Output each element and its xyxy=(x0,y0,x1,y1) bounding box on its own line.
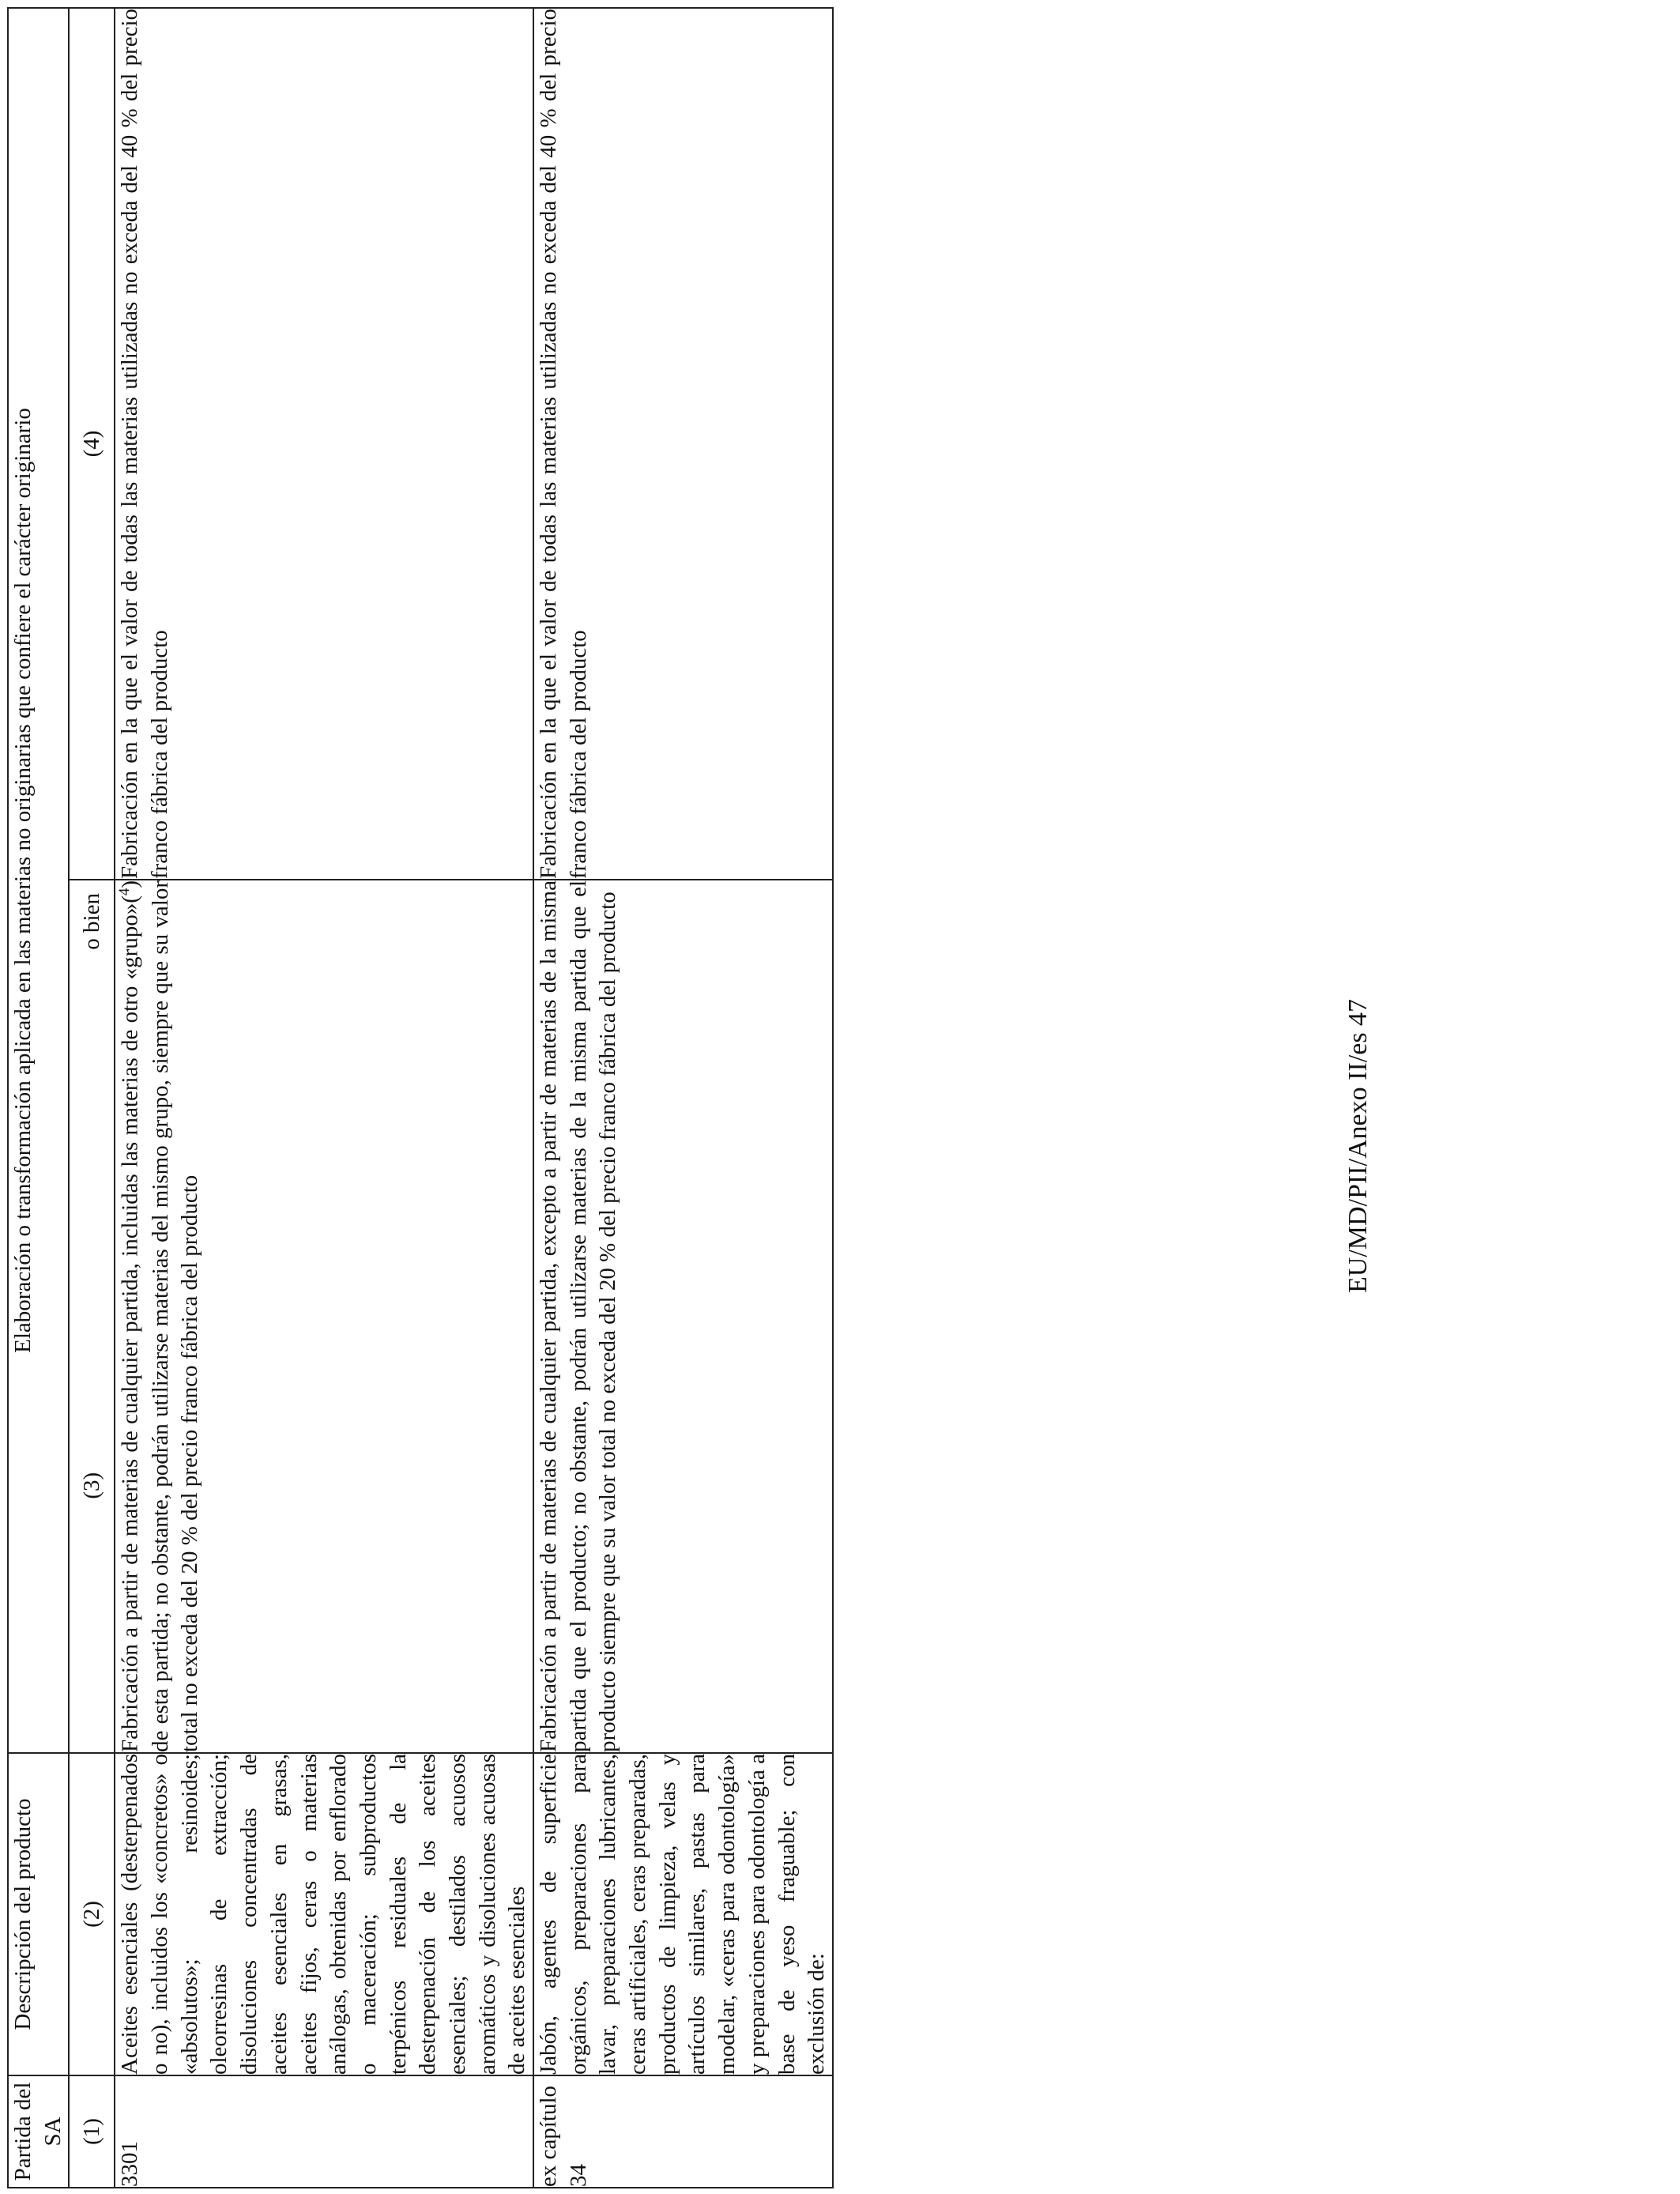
rule3-text-a: Fabricación a partir de materias de cualquier partida, incluidas las materias de otro «grupo»( xyxy=(118,895,144,1752)
product-description: Aceites esenciales (desterpenados o no), incluidos los «concretos» o «absolutos»; resinoides; oleorresinas de extracción; disoluciones concentradas de aceites esenciales en grasas, aceites fijos, ceras o materias análogas, obtenidas por enflorado o maceración; subproductos terpénicos residuales de la desterpenación de los aceites esenciales; destilados acuosos aromáticos y disoluciones acuosas de aceites esenciales xyxy=(115,1753,533,2075)
rules-table xyxy=(7,7,834,2188)
rule-column-3: Fabricación a partir de materias de cualquier partida, excepto a partir de materias de la misma partida que el producto; no obstante, podrán utilizarse materias de la misma partida que el producto siempre que su valor total no exceda del 20 % del precio franco fábrica del producto xyxy=(533,880,833,1753)
col-number-2: (2) xyxy=(69,1753,115,2075)
rule-column-3 xyxy=(115,880,533,1753)
heading-code: ex capítulo 34 xyxy=(533,2075,833,2188)
footnote-ref: 4 xyxy=(116,888,134,896)
product-description: Jabón, agentes de superficie orgánicos, preparaciones para lavar, preparaciones lubricantes, ceras artificiales, ceras preparadas, productos de limpieza, velas y artículos similares, pastas para modelar, «ceras para odontología» y preparaciones para odontología a base de yeso fraguable; con exclusión de: xyxy=(533,1753,833,2075)
heading-code: 3301 xyxy=(115,2075,533,2188)
rule-column-4: Fabricación en la que el valor de todas las materias utilizadas no exceda del 40 % del precio franco fábrica del producto xyxy=(115,8,533,880)
header-row xyxy=(8,8,69,2188)
header-descripcion: Descripción del producto xyxy=(8,1753,69,2075)
col-number-3-cell xyxy=(69,880,115,1753)
rule-column-4: Fabricación en la que el valor de todas las materias utilizadas no exceda del 40 % del precio franco fábrica del producto xyxy=(533,8,833,880)
table-row xyxy=(533,8,833,2188)
column-number-row xyxy=(69,8,115,2188)
header-partida: Partida del SA xyxy=(8,2075,69,2188)
or-label: o bien xyxy=(79,893,105,950)
rule3-text-b: ) de esta partida; no obstante, podrán utilizarse materias del mismo grupo, siempre que su valor total no exceda del 20 % del precio franco fábrica del producto xyxy=(118,880,203,1752)
page-footer: EU/MD/PII/Anexo II/es 47 xyxy=(1343,998,1373,1293)
col-number-1: (1) xyxy=(69,2075,115,2188)
col-number-4-cell xyxy=(69,8,115,880)
table-row xyxy=(115,8,533,2188)
col-number-3: (3) xyxy=(79,1472,105,1499)
header-elaboracion: Elaboración o transformación aplicada en las materias no originarias que confiere el carácter originario xyxy=(8,8,69,1753)
col-number-4: (4) xyxy=(79,430,105,458)
